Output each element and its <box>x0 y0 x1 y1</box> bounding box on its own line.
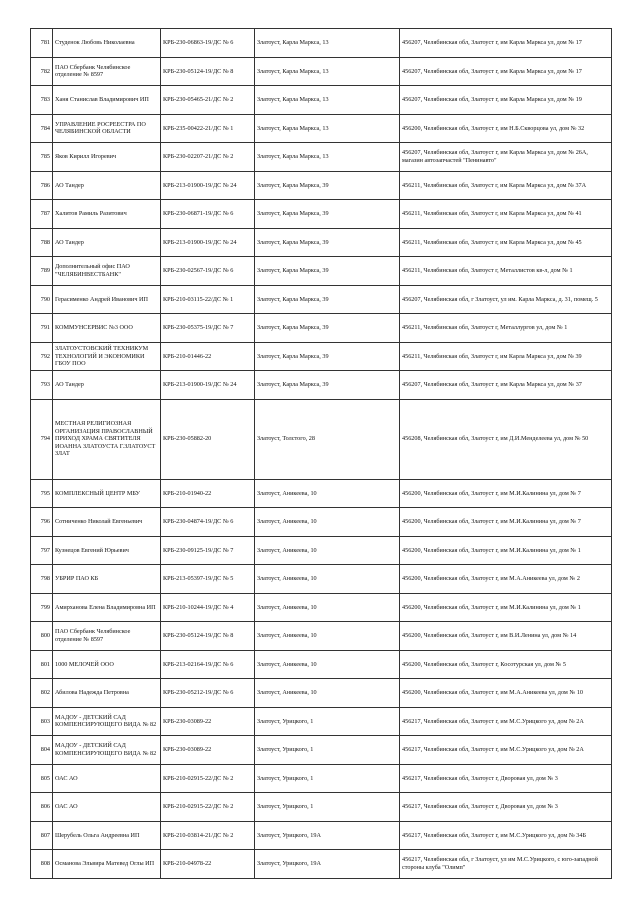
object-address: Златоуст, Урицкого, 1 <box>255 736 400 765</box>
legal-address: 456200, Челябинская обл, Златоуст г, им М.И.Калинина ул, дом № 1 <box>400 536 612 565</box>
table-row <box>31 114 612 143</box>
registry-code: КРБ-213-01900-19/ДС № 24 <box>161 228 255 257</box>
table-row <box>31 314 612 343</box>
registry-code: КРБ-210-03115-22/ДС № 1 <box>161 285 255 314</box>
row-number: 783 <box>31 86 53 115</box>
row-number: 785 <box>31 143 53 172</box>
legal-address: 456208, Челябинская обл, Златоуст г, им Д.И.Менделеева ул, дом № 50 <box>400 399 612 479</box>
table-row <box>31 342 612 371</box>
table-row <box>31 86 612 115</box>
table-row <box>31 536 612 565</box>
organization-name: Кузнецов Евгений Юрьевич <box>53 536 161 565</box>
table-row <box>31 171 612 200</box>
organization-name: Шерубель Ольга Андреевна ИП <box>53 821 161 850</box>
object-address: Златоуст, Аникеева, 10 <box>255 679 400 708</box>
row-number: 798 <box>31 565 53 594</box>
row-number: 801 <box>31 650 53 679</box>
row-number: 788 <box>31 228 53 257</box>
organization-name: Абилова Надежда Петровна <box>53 679 161 708</box>
object-address: Златоуст, Аникеева, 10 <box>255 536 400 565</box>
registry-code: КРБ-230-02567-19/ДС № 6 <box>161 257 255 286</box>
legal-address: 456211, Челябинская обл, Златоуст г, им Карла Маркса ул, дом № 37А <box>400 171 612 200</box>
organization-name: Студенок Любовь Николаевна <box>53 29 161 58</box>
row-number: 793 <box>31 371 53 400</box>
row-number: 792 <box>31 342 53 371</box>
legal-address: 456200, Челябинская обл, Златоуст г, им В.И.Ленина ул, дом № 14 <box>400 622 612 651</box>
row-number: 781 <box>31 29 53 58</box>
legal-address: 456211, Челябинская обл, Златоуст г, им Карла Маркса ул, дом № 39 <box>400 342 612 371</box>
object-address: Златоуст, Урицкого, 1 <box>255 764 400 793</box>
row-number: 796 <box>31 508 53 537</box>
table-row <box>31 622 612 651</box>
organization-name: АО Тандер <box>53 171 161 200</box>
row-number: 808 <box>31 850 53 879</box>
table-row <box>31 565 612 594</box>
registry-code: КРБ-230-05465-21/ДС № 2 <box>161 86 255 115</box>
organization-name: 1000 МЕЛОЧЕЙ ООО <box>53 650 161 679</box>
registry-code: КРБ-213-05397-19/ДС № 5 <box>161 565 255 594</box>
registry-code: КРБ-210-04978-22 <box>161 850 255 879</box>
row-number: 803 <box>31 707 53 736</box>
table-row <box>31 508 612 537</box>
object-address: Златоуст, Карла Маркса, 13 <box>255 29 400 58</box>
organization-name: КОМПЛЕКСНЫЙ ЦЕНТР МБУ <box>53 479 161 508</box>
organization-name: Сотниченко Николай Евгеньевич <box>53 508 161 537</box>
registry-code: КРБ-230-05375-19/ДС № 7 <box>161 314 255 343</box>
row-number: 789 <box>31 257 53 286</box>
registry-code: КРБ-230-05212-19/ДС № 6 <box>161 679 255 708</box>
organization-name: ПАО Сбербанк Челябинское отделение № 8597 <box>53 57 161 86</box>
legal-address: 456217, Челябинская обл, Златоуст г, им М.С.Урицкого ул, дом № 2А <box>400 736 612 765</box>
legal-address: 456207, Челябинская обл, г Златоуст, ул им. Карла Маркса, д. 31, помещ. 5 <box>400 285 612 314</box>
organization-name: МАДОУ - ДЕТСКИЙ САД КОМПЕНСИРУЮЩЕГО ВИДА № 82 <box>53 707 161 736</box>
row-number: 790 <box>31 285 53 314</box>
legal-address: 456211, Челябинская обл, Златоуст г, Металлистов кв-л, дом № 1 <box>400 257 612 286</box>
organization-name: АО Тандер <box>53 228 161 257</box>
registry-code: КРБ-230-05882-20 <box>161 399 255 479</box>
legal-address: 456200, Челябинская обл, Златоуст г, Косотурская ул, дом № 5 <box>400 650 612 679</box>
table-row <box>31 143 612 172</box>
legal-address: 456200, Челябинская обл, Златоуст г, им М.А.Аникеева ул, дом № 2 <box>400 565 612 594</box>
legal-address: 456207, Челябинская обл, Златоуст г, им Карла Маркса ул, дом № 19 <box>400 86 612 115</box>
legal-address: 456217, Челябинская обл, Златоуст г, Дворовая ул, дом № 3 <box>400 793 612 822</box>
organization-name: Ханя Станислав Владимирович ИП <box>53 86 161 115</box>
table-row <box>31 29 612 58</box>
object-address: Златоуст, Аникеева, 10 <box>255 508 400 537</box>
organization-name: ПАО Сбербанк Челябинское отделение № 8597 <box>53 622 161 651</box>
registry-code: КРБ-213-01900-19/ДС № 24 <box>161 371 255 400</box>
registry-code: КРБ-210-03814-21/ДС № 2 <box>161 821 255 850</box>
legal-address: 456211, Челябинская обл, Златоуст г, им Карла Маркса ул, дом № 45 <box>400 228 612 257</box>
organization-name: КОММУНСЕРВИС №3 ООО <box>53 314 161 343</box>
document-page <box>30 28 611 879</box>
legal-address: 456217, Челябинская обл, Златоуст г, им М.С.Урицкого ул, дом № 2А <box>400 707 612 736</box>
object-address: Златоуст, Урицкого, 1 <box>255 707 400 736</box>
organization-name: Османова Эльвира Матевед Оглы ИП <box>53 850 161 879</box>
organization-name: ЗЛАТОУСТОВСКИЙ ТЕХНИКУМ ТЕХНОЛОГИЙ И ЭКОНОМИКИ ГБОУ ПОО <box>53 342 161 371</box>
organization-name: Герасименко Андрей Иванович ИП <box>53 285 161 314</box>
registry-code: КРБ-230-06863-19/ДС № 6 <box>161 29 255 58</box>
object-address: Златоуст, Толстого, 28 <box>255 399 400 479</box>
object-address: Златоуст, Карла Маркса, 39 <box>255 285 400 314</box>
row-number: 782 <box>31 57 53 86</box>
registry-table <box>30 28 612 879</box>
object-address: Златоуст, Карла Маркса, 13 <box>255 57 400 86</box>
object-address: Златоуст, Карла Маркса, 13 <box>255 114 400 143</box>
table-row <box>31 764 612 793</box>
legal-address: 456217, Челябинская обл, г Златоуст, ул им М.С.Урицкого, с юго-западной стороны клуба "Олимп" <box>400 850 612 879</box>
table-row <box>31 850 612 879</box>
registry-code: КРБ-213-01900-19/ДС № 24 <box>161 171 255 200</box>
legal-address: 456217, Челябинская обл, Златоуст г, Дворовая ул, дом № 3 <box>400 764 612 793</box>
table-row <box>31 707 612 736</box>
object-address: Златоуст, Аникеева, 10 <box>255 650 400 679</box>
registry-code: КРБ-230-02207-21/ДС № 2 <box>161 143 255 172</box>
table-row <box>31 257 612 286</box>
object-address: Златоуст, Аникеева, 10 <box>255 479 400 508</box>
row-number: 807 <box>31 821 53 850</box>
legal-address: 456200, Челябинская обл, Златоуст г, им М.И.Калинина ул, дом № 7 <box>400 508 612 537</box>
object-address: Златоуст, Аникеева, 10 <box>255 565 400 594</box>
row-number: 797 <box>31 536 53 565</box>
table-row <box>31 479 612 508</box>
object-address: Златоуст, Карла Маркса, 13 <box>255 143 400 172</box>
registry-code: КРБ-235-00422-21/ДС № 1 <box>161 114 255 143</box>
registry-code: КРБ-230-06871-19/ДС № 6 <box>161 200 255 229</box>
legal-address: 456211, Челябинская обл, Златоуст г, им Карла Маркса ул, дом № 41 <box>400 200 612 229</box>
row-number: 784 <box>31 114 53 143</box>
legal-address: 456207, Челябинская обл, Златоуст г, им Карла Маркса ул, дом № 37 <box>400 371 612 400</box>
legal-address: 456211, Челябинская обл, Златоуст г, Металлургов ул, дом № 1 <box>400 314 612 343</box>
object-address: Златоуст, Карла Маркса, 39 <box>255 200 400 229</box>
legal-address: 456217, Челябинская обл, Златоуст г, им М.С.Урицкого ул, дом № 34Б <box>400 821 612 850</box>
registry-code: КРБ-210-01940-22 <box>161 479 255 508</box>
object-address: Златоуст, Карла Маркса, 39 <box>255 314 400 343</box>
registry-code: КРБ-230-03089-22 <box>161 707 255 736</box>
organization-name: УБРИР ПАО КБ <box>53 565 161 594</box>
organization-name: АО Тандер <box>53 371 161 400</box>
row-number: 799 <box>31 593 53 622</box>
table-row <box>31 228 612 257</box>
organization-name: Дополнительный офис ПАО "ЧЕЛЯБИНВЕСТБАНК" <box>53 257 161 286</box>
organization-name: Халитов Рамиль Разитович <box>53 200 161 229</box>
table-row <box>31 371 612 400</box>
table-row <box>31 399 612 479</box>
legal-address: 456200, Челябинская обл, Златоуст г, им М.И.Калинина ул, дом № 1 <box>400 593 612 622</box>
object-address: Златоуст, Карла Маркса, 39 <box>255 171 400 200</box>
registry-code: КРБ-230-03089-22 <box>161 736 255 765</box>
row-number: 786 <box>31 171 53 200</box>
organization-name: ОАС АО <box>53 764 161 793</box>
object-address: Златоуст, Карла Маркса, 39 <box>255 257 400 286</box>
legal-address: 456200, Челябинская обл, Златоуст г, им Н.Б.Скворцова ул, дом № 32 <box>400 114 612 143</box>
registry-code: КРБ-213-02164-19/ДС № 6 <box>161 650 255 679</box>
row-number: 806 <box>31 793 53 822</box>
registry-code: КРБ-230-04874-19/ДС № 6 <box>161 508 255 537</box>
registry-code: КРБ-210-02915-22/ДС № 2 <box>161 793 255 822</box>
row-number: 804 <box>31 736 53 765</box>
object-address: Златоуст, Урицкого, 1 <box>255 793 400 822</box>
table-row <box>31 736 612 765</box>
legal-address: 456200, Челябинская обл, Златоуст г, им М.А.Аникеева ул, дом № 10 <box>400 679 612 708</box>
row-number: 787 <box>31 200 53 229</box>
registry-code: КРБ-230-05124-19/ДС № 8 <box>161 622 255 651</box>
organization-name: ОАС АО <box>53 793 161 822</box>
organization-name: УПРАВЛЕНИЕ РОСРЕЕСТРА ПО ЧЕЛЯБИНСКОЙ ОБЛАСТИ <box>53 114 161 143</box>
object-address: Златоуст, Аникеева, 10 <box>255 622 400 651</box>
registry-table-body <box>31 29 612 879</box>
legal-address: 456207, Челябинская обл, Златоуст г, им Карла Маркса ул, дом № 17 <box>400 57 612 86</box>
registry-code: КРБ-210-02915-22/ДС № 2 <box>161 764 255 793</box>
object-address: Златоуст, Карла Маркса, 39 <box>255 371 400 400</box>
row-number: 800 <box>31 622 53 651</box>
registry-code: КРБ-230-09125-19/ДС № 7 <box>161 536 255 565</box>
row-number: 805 <box>31 764 53 793</box>
row-number: 794 <box>31 399 53 479</box>
organization-name: МЕСТНАЯ РЕЛИГИОЗНАЯ ОРГАНИЗАЦИЯ ПРАВОСЛАВНЫЙ ПРИХОД ХРАМА СВЯТИТЕЛЯ ИОАННА ЗЛАТОУСТА Г.ЗЛАТОУСТ ЗЛАТ <box>53 399 161 479</box>
organization-name: Яков Кирилл Игоревич <box>53 143 161 172</box>
table-row <box>31 679 612 708</box>
legal-address: 456207, Челябинская обл, Златоуст г, им Карла Маркса ул, дом № 17 <box>400 29 612 58</box>
organization-name: Амирханова Елена Владимировна ИП <box>53 593 161 622</box>
table-row <box>31 200 612 229</box>
registry-code: КРБ-210-01446-22 <box>161 342 255 371</box>
table-row <box>31 285 612 314</box>
organization-name: МАДОУ - ДЕТСКИЙ САД КОМПЕНСИРУЮЩЕГО ВИДА № 82 <box>53 736 161 765</box>
object-address: Златоуст, Карла Маркса, 39 <box>255 228 400 257</box>
registry-code: КРБ-210-10244-19/ДС № 4 <box>161 593 255 622</box>
row-number: 802 <box>31 679 53 708</box>
legal-address: 456207, Челябинская обл, Златоуст г, им Карла Маркса ул, дом № 26А, магазин автозапчастей "Пенинавто" <box>400 143 612 172</box>
table-row <box>31 593 612 622</box>
legal-address: 456200, Челябинская обл, Златоуст г, им М.И.Калинина ул, дом № 7 <box>400 479 612 508</box>
table-row <box>31 650 612 679</box>
table-row <box>31 57 612 86</box>
object-address: Златоуст, Карла Маркса, 39 <box>255 342 400 371</box>
object-address: Златоуст, Карла Маркса, 13 <box>255 86 400 115</box>
object-address: Златоуст, Урицкого, 19А <box>255 821 400 850</box>
object-address: Златоуст, Урицкого, 19А <box>255 850 400 879</box>
registry-code: КРБ-230-05124-19/ДС № 8 <box>161 57 255 86</box>
table-row <box>31 821 612 850</box>
row-number: 791 <box>31 314 53 343</box>
object-address: Златоуст, Аникеева, 10 <box>255 593 400 622</box>
row-number: 795 <box>31 479 53 508</box>
table-row <box>31 793 612 822</box>
